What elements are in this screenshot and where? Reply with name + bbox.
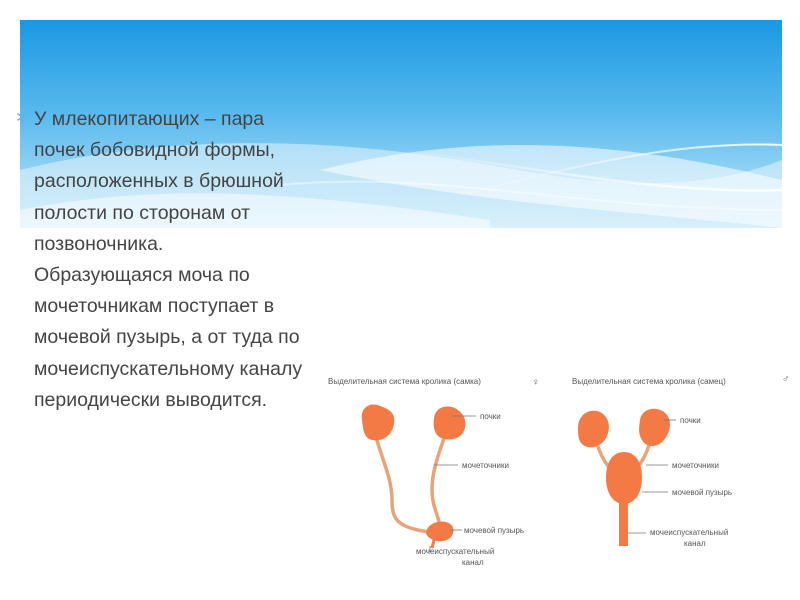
male-urethra-label-1: мочеиспускательный (650, 528, 729, 537)
male-urethra-label-2: канал (684, 539, 706, 548)
female-ureters-label: мочеточники (462, 461, 509, 470)
male-bladder (606, 452, 642, 504)
female-urethra-label-2: канал (462, 558, 484, 567)
male-urethra (619, 500, 628, 546)
text-line: почек бобовидной формы, (34, 139, 276, 162)
male-ureters-label: мочеточники (672, 461, 719, 470)
text-line: полости по сторонам от (34, 201, 251, 224)
female-bladder-label: мочевой пузырь (464, 526, 525, 535)
text-line: позвоночника. (34, 232, 164, 255)
text-line: расположенных в брюшной (34, 170, 284, 193)
text-line: мочеиспускательному каналу (34, 357, 303, 380)
female-kidneys-label: почки (480, 412, 501, 421)
text-line: мочевой пузырь, а от туда по (34, 326, 300, 349)
text-line: мочеточникам поступает в (34, 295, 275, 318)
text-line: У млекопитающих – пара (34, 108, 265, 130)
female-diagram-title: Выделительная система кролика (самка) (328, 377, 481, 386)
text-line: периодически выводится. (34, 388, 268, 411)
text-line: Образующаяся моча по (34, 264, 250, 287)
female-symbol-icon: ♀ (532, 377, 540, 388)
male-diagram-title: Выделительная система кролика (самец) (572, 377, 726, 386)
male-kidneys-label: почки (680, 416, 701, 425)
male-symbol-icon: ♂ (782, 374, 790, 385)
male-bladder-label: мочевой пузырь (672, 488, 733, 497)
female-urethra-label-1: мочеиспускательный (416, 547, 495, 556)
